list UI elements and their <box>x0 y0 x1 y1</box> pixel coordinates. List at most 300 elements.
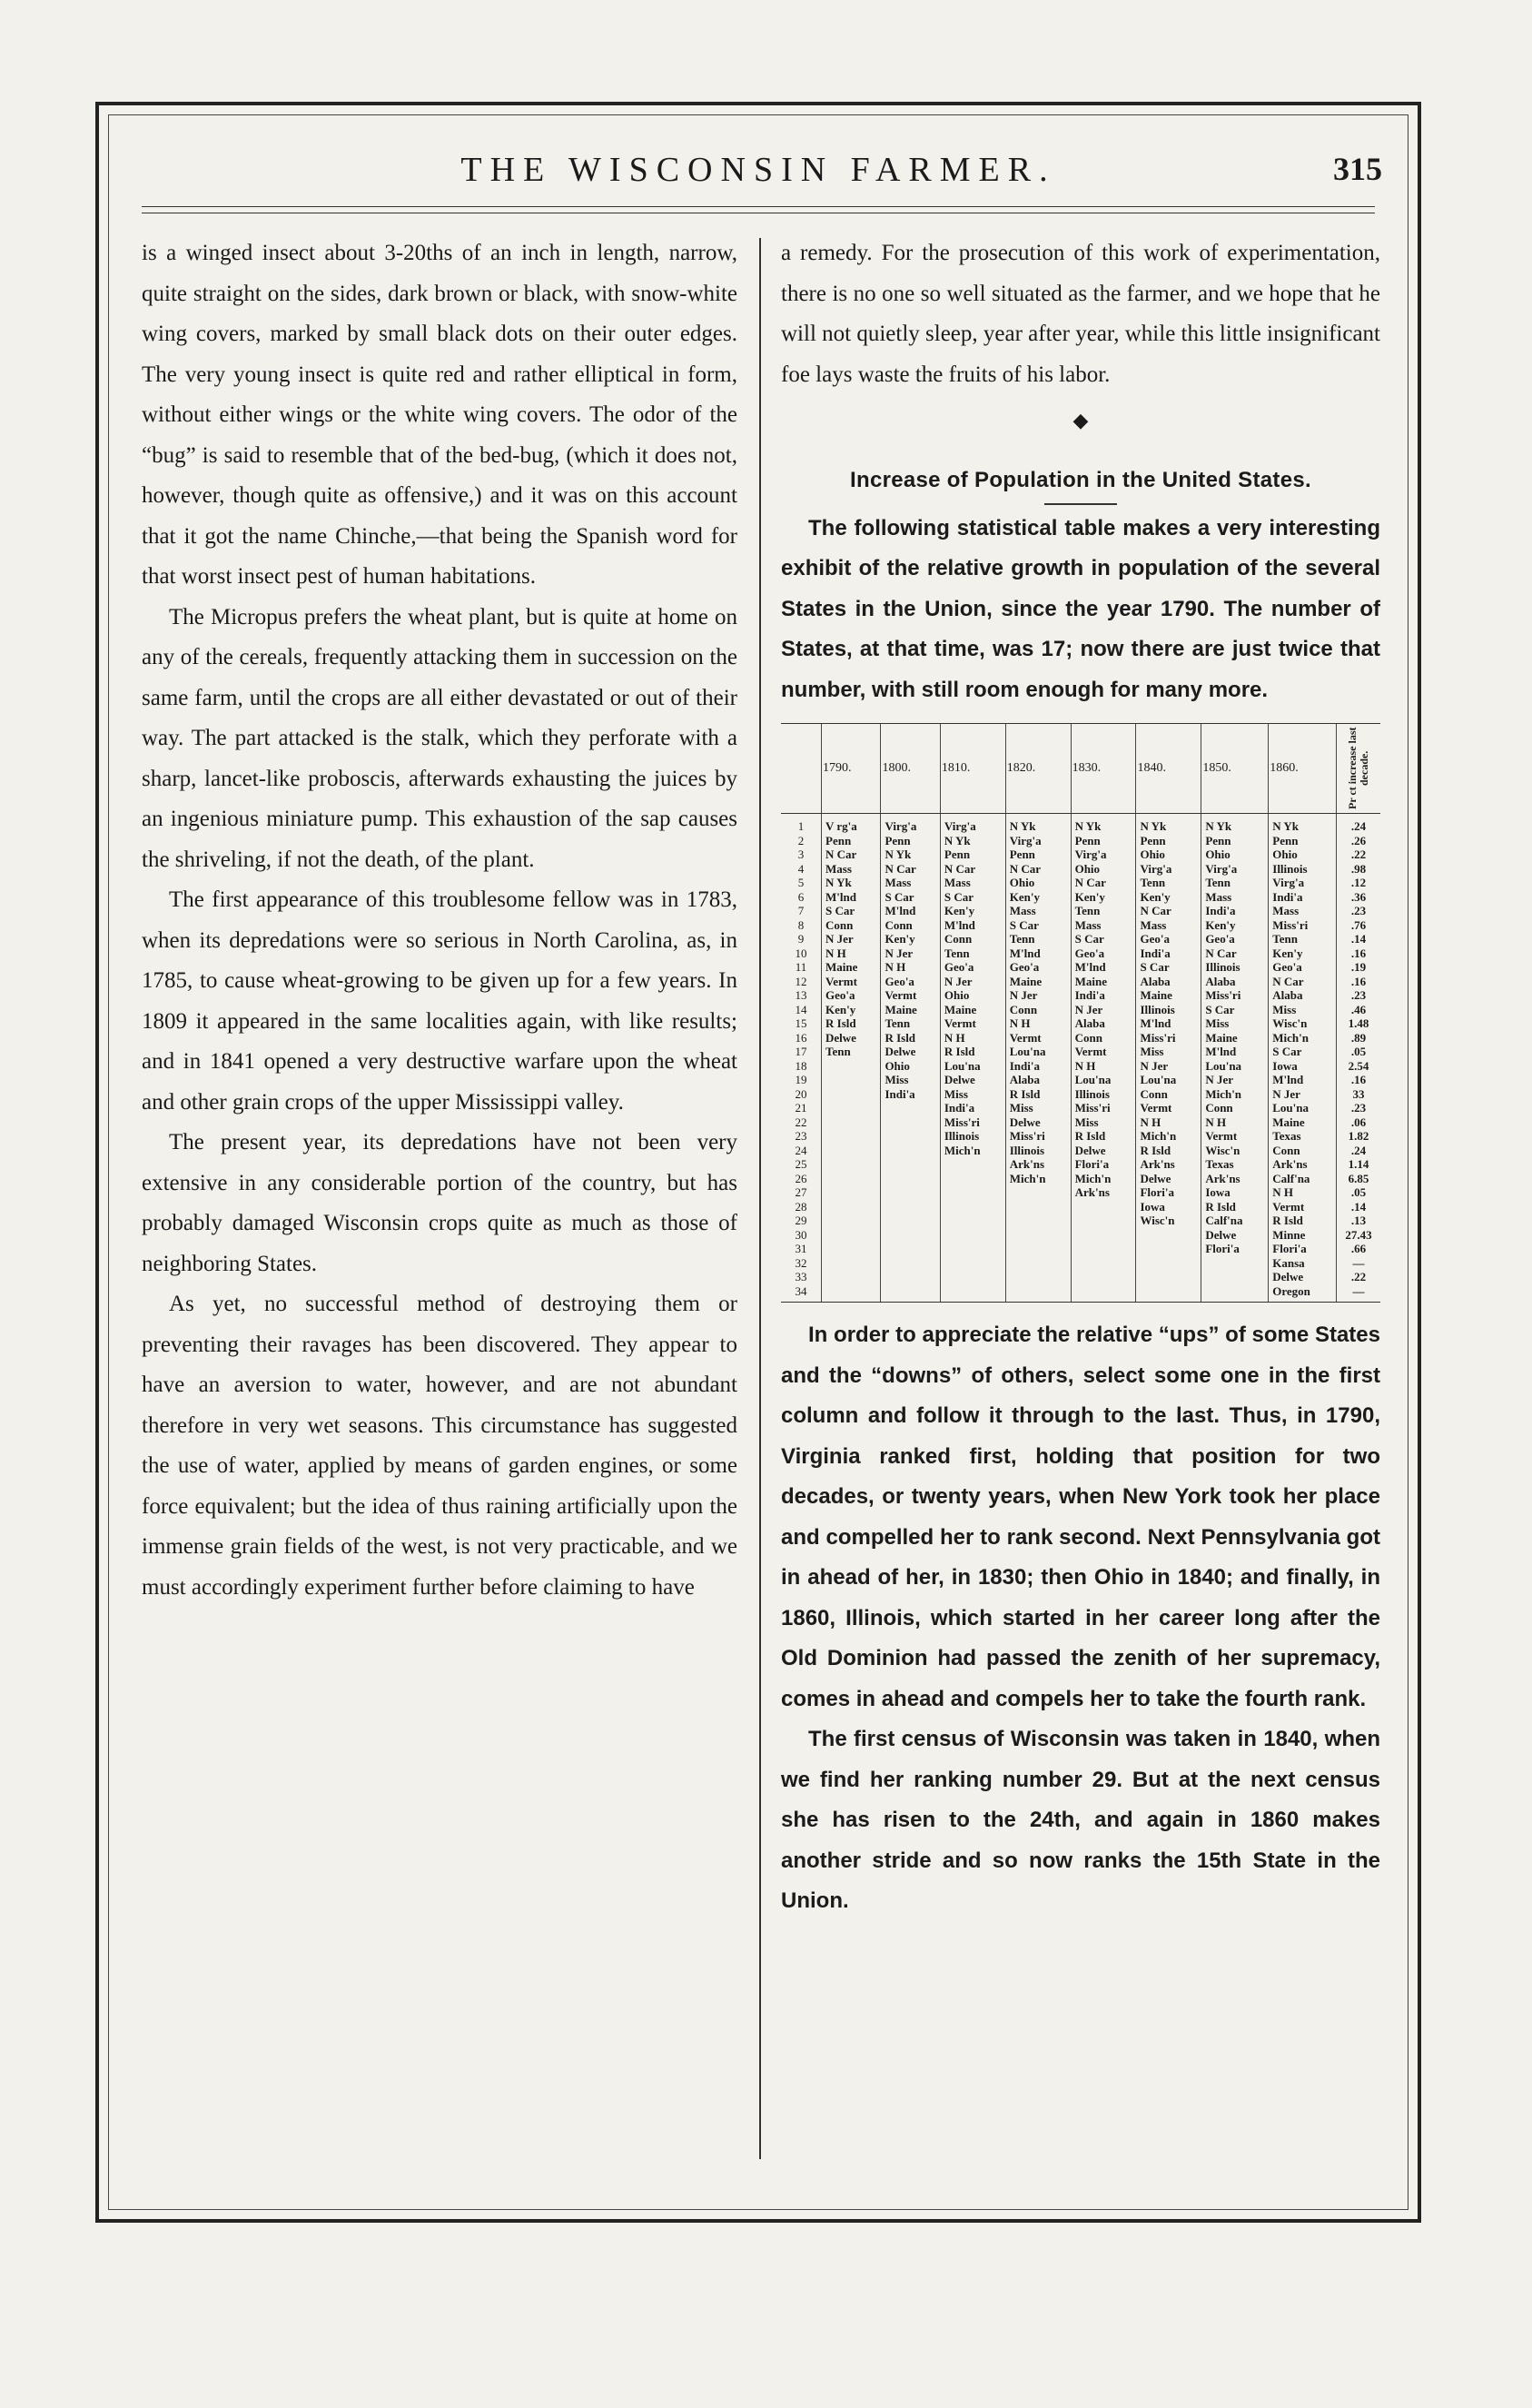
running-title: THE WISCONSIN FARMER. <box>460 151 1056 189</box>
state-entry: Maine <box>944 1002 977 1016</box>
rank-number: 6 <box>797 889 805 904</box>
state-entry: Miss'ri <box>1205 988 1241 1002</box>
column-header: 1820. <box>1005 724 1071 814</box>
state-entry: Ohio <box>885 1058 910 1073</box>
state-entry: Ken'y <box>885 932 915 946</box>
state-entry: Indi'a <box>1272 889 1303 904</box>
state-entry: Geo'a <box>1272 960 1302 974</box>
state-entry: Maine <box>1205 1030 1238 1045</box>
state-entry: V rg'a <box>825 819 857 833</box>
state-entry: N Car <box>885 861 916 876</box>
state-entry: Ohio <box>944 988 970 1002</box>
percent-value: .16 <box>1350 946 1367 960</box>
state-entry: Lou'na <box>1074 1073 1112 1086</box>
state-entry: Texas <box>1205 1157 1234 1171</box>
rank-number: 22 <box>795 1115 807 1129</box>
rank-number: 24 <box>795 1143 807 1157</box>
state-entry: Mich'n <box>1009 1171 1046 1185</box>
state-entry: Vermt <box>885 988 917 1002</box>
paragraph: The first appearance of this troublesome fellow was in 1783, when its depredations were so serious in North Carolina, as, in 1785, to cause wheat-growing to be given up for a few years. In 1809 it appeared in the same localities again, with like results; and in 1841 opened a very destructive warfare upon the wheat and other grain crops of the upper Mississippi valley. <box>142 887 737 1115</box>
state-entry: N Car <box>1272 974 1304 988</box>
state-entry: Conn <box>1009 1002 1038 1016</box>
rank-number: 23 <box>795 1129 807 1143</box>
percent-value: .89 <box>1350 1030 1367 1045</box>
state-entry: Virg'a <box>1074 847 1107 861</box>
state-entry: S Car <box>1140 960 1170 974</box>
state-entry: N Car <box>825 847 857 861</box>
state-entry: N H <box>1140 1115 1161 1129</box>
state-entry: N Car <box>1074 876 1106 889</box>
state-entry: Geo'a <box>1140 932 1170 946</box>
state-entry: N Jer <box>825 932 854 946</box>
state-entry: Miss <box>1009 1101 1033 1115</box>
state-entry: Penn <box>1140 833 1166 847</box>
percent-value: .22 <box>1350 1270 1367 1283</box>
state-entry: Texas <box>1272 1129 1301 1143</box>
rank-number: 3 <box>797 847 805 861</box>
state-entry: N H <box>944 1030 965 1045</box>
paragraph: The following statistical table makes a very interesting exhibit of the relative growth in population of the several States in the Union, since the year 1790. The number of States, at that time, was 17; now there are just twice that number, with still room enough for many more. <box>781 515 1380 702</box>
state-entry: Delwe <box>1074 1143 1106 1157</box>
column-header: 1810. <box>940 724 1005 814</box>
state-entry: N Jer <box>1272 1086 1300 1101</box>
state-entry: N Car <box>1205 946 1237 960</box>
state-entry: Tenn <box>885 1016 911 1030</box>
article-heading: Increase of Population in the United States. <box>850 468 1311 492</box>
rank-number: 9 <box>797 932 805 946</box>
state-entry: Geo'a <box>1074 946 1105 960</box>
column-divider <box>759 238 761 2159</box>
state-entry: Mass <box>885 876 912 889</box>
state-entry: Tenn <box>944 946 970 960</box>
state-entry: Conn <box>944 932 973 946</box>
percent-value: .46 <box>1350 1002 1367 1016</box>
rank-number: 17 <box>795 1045 807 1058</box>
state-entry: Mich'n <box>1140 1129 1177 1143</box>
rank-number: 25 <box>795 1157 807 1171</box>
rank-number: 12 <box>795 974 807 988</box>
state-entry: Wisc'n <box>1272 1016 1308 1030</box>
rank-number: 28 <box>795 1199 807 1214</box>
state-entry: Miss'ri <box>1140 1030 1176 1045</box>
state-entry: Ken'y <box>1074 889 1105 904</box>
state-entry: M'lnd <box>1272 1073 1304 1086</box>
column-header: 1860. <box>1269 724 1337 814</box>
state-entry: Miss <box>1140 1045 1164 1058</box>
state-entry: Lou'na <box>1272 1101 1310 1115</box>
state-entry: Mass <box>1272 904 1300 917</box>
column-header: 1790. <box>822 724 881 814</box>
percent-value: 6.85 <box>1348 1171 1369 1185</box>
state-entry: Penn <box>1074 833 1101 847</box>
state-entry: Tenn <box>1009 932 1035 946</box>
census-table-wrap <box>781 723 1380 1303</box>
state-entry: R Isld <box>1272 1214 1303 1227</box>
percent-value: .98 <box>1350 861 1367 876</box>
state-entry: Geo'a <box>1205 932 1235 946</box>
state-entry: Delwe <box>1272 1270 1304 1283</box>
page-inner-border <box>108 114 1408 2210</box>
percent-value: .76 <box>1350 917 1367 932</box>
state-entry: Ken'y <box>1009 889 1040 904</box>
right-column <box>781 233 1380 1922</box>
state-entry: M'lnd <box>1074 960 1106 974</box>
state-entry: Conn <box>1205 1101 1233 1115</box>
state-entry: S Car <box>944 889 974 904</box>
percent-value: — <box>1352 1283 1365 1298</box>
state-entry: Geo'a <box>944 960 974 974</box>
state-entry: Miss'ri <box>1074 1101 1111 1115</box>
state-entry: Vermt <box>1205 1129 1238 1143</box>
state-entry: Ken'y <box>1272 946 1303 960</box>
state-entry: Tenn <box>1074 904 1101 917</box>
rank-number: 15 <box>795 1016 807 1030</box>
year-column-1840 <box>1136 814 1201 1303</box>
rank-number: 19 <box>795 1073 807 1086</box>
state-entry: Delwe <box>885 1045 916 1058</box>
state-entry: Virg'a <box>1205 861 1238 876</box>
rank-number: 20 <box>795 1086 807 1101</box>
census-table <box>781 724 1380 1302</box>
column-header-percent <box>1337 724 1381 814</box>
state-entry: S Car <box>1009 917 1039 932</box>
state-entry: Mich'n <box>944 1143 981 1157</box>
paragraph: The present year, its depredations have not been very extensive in any considerable portion of the country, but has probably damaged Wisconsin crops quite as much as those of neighboring States. <box>142 1130 737 1276</box>
paragraph: is a winged insect about 3-20ths of an inch in length, narrow, quite straight on the sides, dark brown or black, with snow-white wing covers, marked by small black dots on their outer edges. The very young insect is quite red and rather elliptical in form, without either wings or the white wing covers. The odor of the “bug” is said to resemble that of the bed-bug, (which it does not, however, though quite as offensive,) and it was on this account that it got the name Chinche,—that being the Spanish word for that worst insect pest of human habitations. <box>142 241 737 589</box>
rank-number: 2 <box>797 833 805 847</box>
state-entry: Ohio <box>1140 847 1165 861</box>
percent-value: .05 <box>1350 1045 1367 1058</box>
percent-value: .06 <box>1350 1115 1367 1129</box>
state-entry: Vermt <box>1009 1030 1042 1045</box>
heading-rule <box>1044 503 1117 505</box>
state-entry: N H <box>1272 1185 1294 1199</box>
column-header: 1840. <box>1136 724 1201 814</box>
state-entry: Mich'n <box>1272 1030 1309 1045</box>
state-entry: N Yk <box>825 876 852 889</box>
state-entry: R Isld <box>1205 1199 1236 1214</box>
state-entry: N Jer <box>1140 1058 1169 1073</box>
column-header: 1800. <box>881 724 940 814</box>
state-entry: Tenn <box>1272 932 1298 946</box>
rank-header <box>781 724 822 814</box>
state-entry: Wisc'n <box>1205 1143 1240 1157</box>
state-entry: Miss'ri <box>1272 917 1309 932</box>
state-entry: N Jer <box>885 946 914 960</box>
state-entry: Penn <box>1272 833 1299 847</box>
state-entry: Lou'na <box>944 1058 981 1073</box>
state-entry: N Yk <box>1009 819 1036 833</box>
state-entry: Miss <box>885 1073 909 1086</box>
state-entry: Virg'a <box>1009 833 1042 847</box>
left-column <box>142 233 737 1608</box>
year-column-1790 <box>822 814 881 1303</box>
state-entry: Virg'a <box>1140 861 1172 876</box>
state-entry: Iowa <box>1272 1058 1298 1073</box>
state-entry: Ken'y <box>1140 889 1171 904</box>
state-entry: Alaba <box>1272 988 1303 1002</box>
state-entry: Mich'n <box>1074 1171 1112 1185</box>
state-entry: Ken'y <box>1205 917 1236 932</box>
state-entry: Maine <box>885 1002 917 1016</box>
state-entry: Geo'a <box>885 974 914 988</box>
state-entry: Maine <box>825 960 858 974</box>
state-entry: Geo'a <box>1009 960 1040 974</box>
state-entry: Alaba <box>1140 974 1171 988</box>
rank-number: 27 <box>795 1185 807 1199</box>
state-entry: N Yk <box>944 833 971 847</box>
page-header <box>109 143 1408 197</box>
state-entry: Maine <box>1074 974 1107 988</box>
state-entry: Delwe <box>825 1030 856 1045</box>
state-entry: Conn <box>825 917 854 932</box>
state-entry: Indi'a <box>1140 946 1171 960</box>
state-entry: Mass <box>1074 917 1102 932</box>
paragraph: In order to appreciate the relative “ups” of some States and the “downs” of others, select some one in the first column and follow it through to the last. Thus, in 1790, Virginia ranked first, holding that position for two decades, or twenty years, when New York took her place and compelled her to rank second. Next Pennsylvania got in ahead of her, in 1830; then Ohio in 1840; and finally, in 1860, Illinois, which started in her career long after the Old Dominion had passed the zenith of her supremacy, comes in ahead and compels her to take the fourth rank. <box>781 1323 1380 1711</box>
page-number: 315 <box>1333 151 1382 187</box>
percent-value: 33 <box>1352 1086 1365 1101</box>
state-entry: Delwe <box>1205 1227 1237 1242</box>
state-entry: Ken'y <box>944 904 975 917</box>
state-entry: Mass <box>825 861 852 876</box>
state-entry: Maine <box>1009 974 1043 988</box>
state-entry: Mich'n <box>1205 1086 1242 1101</box>
state-entry: N Car <box>1009 861 1042 876</box>
state-entry: Conn <box>1074 1030 1102 1045</box>
state-entry: Alaba <box>1009 1073 1040 1086</box>
state-entry: Iowa <box>1140 1199 1165 1214</box>
rank-number: 30 <box>795 1227 807 1242</box>
state-entry: Alaba <box>1074 1016 1105 1030</box>
state-entry: N H <box>1074 1058 1096 1073</box>
rank-number: 8 <box>797 917 805 932</box>
state-entry: Indi'a <box>944 1101 975 1115</box>
state-entry: Ohio <box>1205 847 1231 861</box>
state-entry: Mass <box>1009 904 1036 917</box>
paragraph: a remedy. For the prosecution of this work of experimentation, there is no one so well situated as the farmer, and we hope that he will not quietly sleep, year after year, while this little insignificant foe lays waste the fruits of his labor. <box>781 241 1380 387</box>
state-entry: Delwe <box>1140 1171 1171 1185</box>
percent-value: .14 <box>1350 932 1367 946</box>
year-column-1860 <box>1269 814 1337 1303</box>
state-entry: Flori'a <box>1140 1185 1174 1199</box>
state-entry: Illinois <box>1205 960 1240 974</box>
rank-number: 33 <box>795 1270 807 1283</box>
state-entry: Indi'a <box>885 1086 915 1101</box>
percent-increase-column <box>1337 814 1381 1303</box>
state-entry: S Car <box>825 904 855 917</box>
percent-value: .22 <box>1350 847 1367 861</box>
state-entry: M'lnd <box>825 889 856 904</box>
state-entry: Mass <box>1205 889 1232 904</box>
state-entry: M'lnd <box>944 917 975 932</box>
state-entry: Vermt <box>1140 1101 1172 1115</box>
state-entry: N Jer <box>1009 988 1038 1002</box>
state-entry: M'lnd <box>1009 946 1041 960</box>
percent-value: 1.14 <box>1348 1157 1369 1171</box>
table-body-row <box>781 814 1380 1303</box>
state-entry: Penn <box>1009 847 1035 861</box>
paragraph: The Micropus prefers the wheat plant, but is quite at home on any of the cereals, frequently attacking them in succession on the same farm, until the crops are all either devastated or out of their way. The part attacked is the stalk, which they perforate with a sharp, lancet-like proboscis, afterwards exhausting the juices by an ingenious miniature pump. This exhaustion of the sap causes the shriveling, if not the death, of the plant. <box>142 604 737 872</box>
state-entry: Oregon <box>1272 1283 1310 1298</box>
percent-value: .16 <box>1350 974 1367 988</box>
year-column-1810 <box>940 814 1005 1303</box>
state-entry: Ken'y <box>825 1002 856 1016</box>
state-entry: N H <box>1009 1016 1031 1030</box>
percent-value: 27.43 <box>1345 1227 1372 1242</box>
ornament-icon: ◆ <box>1072 409 1089 431</box>
state-entry: N Car <box>944 861 976 876</box>
state-entry: Virg'a <box>944 819 976 833</box>
state-entry: Miss'ri <box>944 1115 980 1129</box>
state-entry: Ark'ns <box>1009 1157 1045 1171</box>
state-entry: N Car <box>1140 904 1171 917</box>
state-entry: S Car <box>1205 1002 1235 1016</box>
percent-value: .13 <box>1350 1214 1367 1227</box>
state-entry: Tenn <box>1140 876 1166 889</box>
percent-value: .26 <box>1350 833 1367 847</box>
state-entry: Calf'na <box>1205 1214 1243 1227</box>
percent-value: .05 <box>1350 1185 1367 1199</box>
percent-value: .23 <box>1350 904 1367 917</box>
state-entry: Vermt <box>944 1016 976 1030</box>
percent-value: .24 <box>1350 1143 1367 1157</box>
state-entry: Illinois <box>1074 1086 1110 1101</box>
state-entry: Tenn <box>1205 876 1231 889</box>
percent-value: .16 <box>1350 1073 1367 1086</box>
state-entry: Conn <box>1272 1143 1300 1157</box>
year-column-1820 <box>1005 814 1071 1303</box>
state-entry: Illinois <box>1272 861 1308 876</box>
percent-value: — <box>1352 1255 1365 1270</box>
state-entry: N Jer <box>944 974 973 988</box>
state-entry: R Isld <box>825 1016 856 1030</box>
state-entry: Ark'ns <box>1205 1171 1240 1185</box>
state-entry: M'lnd <box>1140 1016 1171 1030</box>
percent-value: 1.48 <box>1348 1016 1369 1030</box>
rank-number: 1 <box>797 819 805 833</box>
rank-number: 32 <box>795 1255 807 1270</box>
state-entry: Vermt <box>825 974 857 988</box>
state-entry: Flori'a <box>1074 1157 1110 1171</box>
rank-number: 14 <box>795 1002 807 1016</box>
rank-number: 31 <box>795 1242 807 1255</box>
state-entry: N Jer <box>1074 1002 1103 1016</box>
rank-number: 18 <box>795 1058 807 1073</box>
state-entry: Kansa <box>1272 1255 1305 1270</box>
state-entry: Penn <box>944 847 971 861</box>
rank-number: 4 <box>797 861 805 876</box>
state-entry: Alaba <box>1205 974 1236 988</box>
state-entry: Illinois <box>1140 1002 1175 1016</box>
state-entry: Penn <box>825 833 852 847</box>
state-entry: Ark'ns <box>1074 1185 1110 1199</box>
table-header-row <box>781 724 1380 814</box>
state-entry: Lou'na <box>1140 1073 1177 1086</box>
state-entry: Conn <box>1140 1086 1168 1101</box>
state-entry: N Yk <box>1205 819 1232 833</box>
state-entry: Penn <box>1205 833 1231 847</box>
state-entry: Virg'a <box>885 819 917 833</box>
state-entry: Vermt <box>1272 1199 1305 1214</box>
state-entry: R Isld <box>1074 1129 1106 1143</box>
state-entry: Ark'ns <box>1140 1157 1175 1171</box>
state-entry: Ark'ns <box>1272 1157 1308 1171</box>
year-column-1800 <box>881 814 940 1303</box>
state-entry: Indi'a <box>1074 988 1105 1002</box>
state-entry: Miss <box>1272 1002 1297 1016</box>
page-frame <box>95 102 1421 2223</box>
percent-value: .23 <box>1350 1101 1367 1115</box>
header-rule <box>142 206 1375 213</box>
rank-number: 13 <box>795 988 807 1002</box>
percent-value: 2.54 <box>1348 1058 1369 1073</box>
state-entry: Vermt <box>1074 1045 1107 1058</box>
rank-number: 34 <box>795 1283 807 1298</box>
state-entry: S Car <box>885 889 914 904</box>
state-entry: Delwe <box>944 1073 975 1086</box>
state-entry: Ohio <box>1074 861 1101 876</box>
percent-value: .12 <box>1350 876 1367 889</box>
percent-value: .19 <box>1350 960 1367 974</box>
column-header: 1830. <box>1071 724 1136 814</box>
percent-value: .66 <box>1350 1242 1367 1255</box>
state-entry: Tenn <box>825 1045 851 1058</box>
state-entry: N H <box>885 960 906 974</box>
rank-number: 11 <box>795 960 807 974</box>
state-entry: N H <box>825 946 846 960</box>
state-entry: Calf'na <box>1272 1171 1310 1185</box>
state-entry: Miss'ri <box>1009 1129 1045 1143</box>
year-column-1850 <box>1201 814 1269 1303</box>
state-entry: R Isld <box>1009 1086 1041 1101</box>
state-entry: Iowa <box>1205 1185 1231 1199</box>
rank-number: 29 <box>795 1214 807 1227</box>
percent-value: .24 <box>1350 819 1367 833</box>
state-entry: Wisc'n <box>1140 1214 1175 1227</box>
state-entry: N Yk <box>1272 819 1300 833</box>
state-entry: Illinois <box>944 1129 980 1143</box>
state-entry: Virg'a <box>1272 876 1305 889</box>
percent-value: .36 <box>1350 889 1367 904</box>
percent-value: 1.82 <box>1348 1129 1369 1143</box>
state-entry: S Car <box>1074 932 1104 946</box>
state-entry: N H <box>1205 1115 1227 1129</box>
state-entry: Miss <box>1205 1016 1230 1030</box>
state-entry: M'lnd <box>1205 1045 1237 1058</box>
state-entry: Lou'na <box>1205 1058 1242 1073</box>
state-entry: Miss <box>944 1086 968 1101</box>
state-entry: Illinois <box>1009 1143 1045 1157</box>
rank-number: 5 <box>797 876 805 889</box>
state-entry: R Isld <box>1140 1143 1171 1157</box>
state-entry: Miss <box>1074 1115 1099 1129</box>
rank-number: 21 <box>795 1101 807 1115</box>
state-entry: Ohio <box>1272 847 1298 861</box>
state-entry: Penn <box>885 833 911 847</box>
percent-value: .14 <box>1350 1199 1367 1214</box>
year-column-1830 <box>1071 814 1136 1303</box>
state-entry: Flori'a <box>1272 1242 1307 1255</box>
rank-number: 16 <box>795 1030 807 1045</box>
rank-number: 26 <box>795 1171 807 1185</box>
state-entry: N Jer <box>1205 1073 1233 1086</box>
state-entry: Mass <box>1140 917 1167 932</box>
state-entry: Geo'a <box>825 988 855 1002</box>
state-entry: Indi'a <box>1205 904 1236 917</box>
state-entry: R Isld <box>885 1030 916 1045</box>
state-entry: Lou'na <box>1009 1045 1046 1058</box>
state-entry: N Yk <box>885 847 912 861</box>
